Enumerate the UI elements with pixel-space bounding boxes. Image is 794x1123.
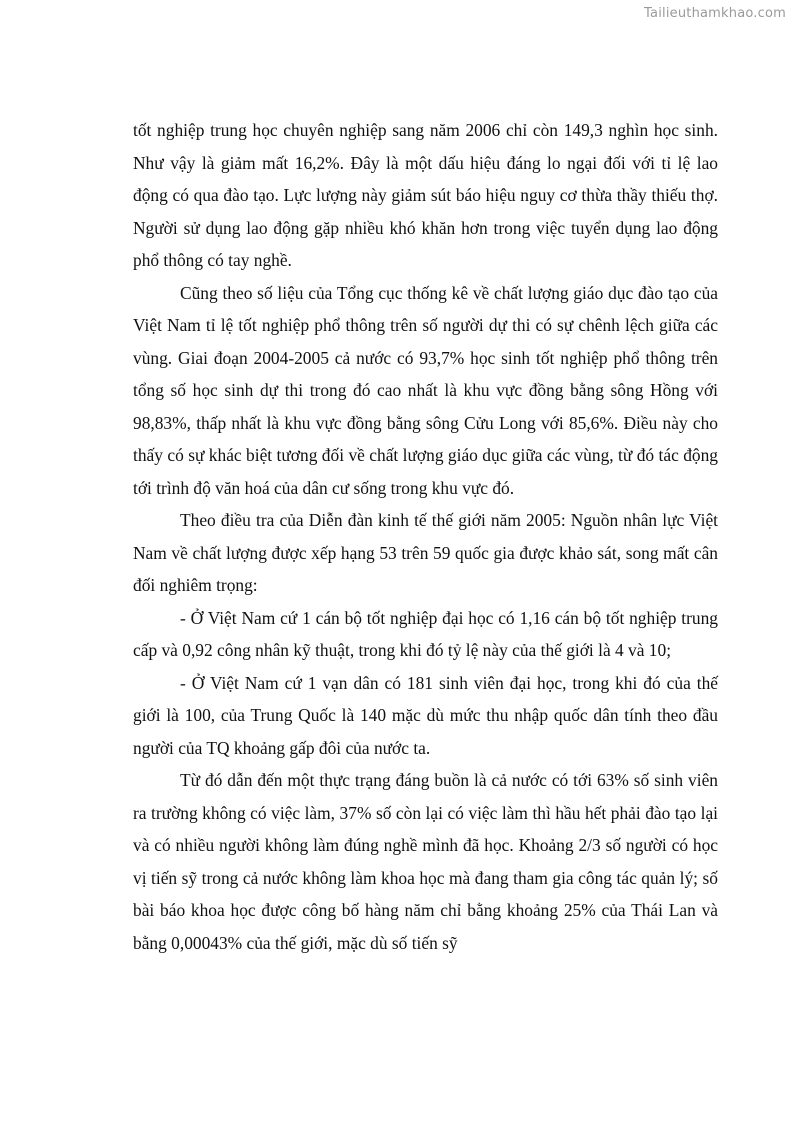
paragraph-bullet-graduates: - Ở Việt Nam cứ 1 cán bộ tốt nghiệp đại học có 1,16 cán bộ tốt nghiệp trung cấp và 0,92 công nhân kỹ thuật, trong khi đó tỷ lệ này của thế giới là 4 và 10; [133,607,718,660]
paragraph-bullet-students: - Ở Việt Nam cứ 1 vạn dân có 181 sinh viên đại học, trong khi đó của thế giới là 100, của Trung Quốc là 140 mặc dù mức thu nhập quốc dân tính theo đầu người của TQ khoảng gấp đôi của nước ta. [133,672,718,758]
paragraph-continuation: tốt nghiệp trung học chuyên nghiệp sang năm 2006 chỉ còn 149,3 nghìn học sinh. Như vậy là giảm mất 16,2%. Đây là một dấu hiệu đáng lo ngại đối với tỉ lệ lao động có qua đào tạo. Lực lượng này giảm sút báo hiệu nguy cơ thừa thầy thiếu thợ. Người sử dụng lao động gặp nhiều khó khăn hơn trong việc tuyển dụng lao động phổ thông có tay nghề. [133,120,718,270]
paragraph-education-quality: Cũng theo số liệu của Tổng cục thống kê về chất lượng giáo dục đào tạo của Việt Nam tỉ lệ tốt nghiệp phổ thông trên số người dự thi có sự chênh lệch giữa các vùng. Giai đoạn 2004-2005 cả nước có 93,7% học sinh tốt nghiệp phổ thông trên tổng số học sinh dự thi trong đó cao nhất là khu vực đồng bằng sông Hồng với 98,83%, thấp nhất là khu vực đồng bằng sông Cửu Long với 85,6%. Điều này cho thấy có sự khác biệt tương đối về chất lượng giáo dục giữa các vùng, từ đó tác động tới trình độ văn hoá của dân cư sống trong khu vực đó. [133,282,718,498]
paragraph-unemployment: Từ đó dẫn đến một thực trạng đáng buồn là cả nước có tới 63% số sinh viên ra trường không có việc làm, 37% số còn lại có việc làm thì hầu hết phải đào tạo lại và có nhiều người không làm đúng nghề mình đã học. Khoảng 2/3 số người có học vị tiến sỹ trong cả nước không làm khoa học mà đang tham gia công tác quản lý; số bài báo khoa học được công bố hàng năm chỉ bằng khoảng 25% của Thái Lan và bằng 0,00043% của thế giới, mặc dù số tiến sỹ [133,770,718,953]
document-body [133,114,718,959]
paragraph-wef-survey: Theo điều tra của Diễn đàn kinh tế thế giới năm 2005: Nguồn nhân lực Việt Nam về chất lượng được xếp hạng 53 trên 59 quốc gia được khảo sát, song mất cân đối nghiêm trọng: [133,510,718,595]
watermark-text: Tailieuthamkhao.com [644,6,786,21]
